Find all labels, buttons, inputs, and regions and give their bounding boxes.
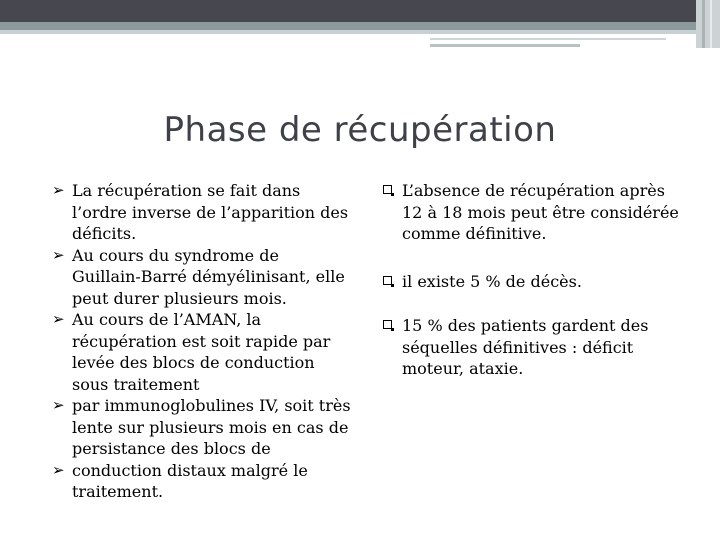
left-bullet-1 <box>52 180 352 245</box>
left-bullet-text: La récupération se fait dans l’ordre inverse de l’apparition des déficits. <box>72 181 349 243</box>
top-bar <box>0 0 720 22</box>
right-bullet-3 <box>382 315 682 380</box>
right-bullet-1 <box>382 180 682 245</box>
left-bullet-5 <box>52 460 352 503</box>
right-bullet-list <box>382 180 682 380</box>
square-bullet-icon <box>383 276 392 285</box>
decorative-line-short <box>430 44 580 47</box>
arrowhead-bullet-icon: ➢ <box>52 310 65 328</box>
left-bullet-text: conduction distaux malgré le traitement. <box>72 460 308 501</box>
square-bullet-icon <box>383 320 392 329</box>
left-bullet-text: par immunoglobulines IV, soit très lente sur plusieurs mois en cas de persistance des blocs de <box>72 396 351 458</box>
arrowhead-bullet-icon: ➢ <box>52 460 65 479</box>
right-bullet-2 <box>382 271 682 293</box>
left-column <box>52 180 352 503</box>
arrowhead-bullet-icon: ➢ <box>52 245 65 264</box>
left-bullet-list <box>52 180 352 503</box>
right-bullet-text: 15 % des patients gardent des séquelles définitives : déficit moteur, ataxie. <box>402 316 649 378</box>
left-bullet-2 <box>52 245 352 310</box>
right-bullet-text: il existe 5 % de décès. <box>402 271 582 291</box>
decorative-line <box>430 38 666 40</box>
right-column <box>382 180 682 406</box>
square-bullet-icon <box>383 185 392 194</box>
top-bar-right-line <box>702 0 705 48</box>
accent-strip <box>0 22 696 30</box>
top-bar-right-line-light <box>710 0 712 48</box>
accent-strip-light <box>0 30 696 34</box>
arrowhead-bullet-icon: ➢ <box>52 396 65 414</box>
slide-title: Phase de récupération <box>163 110 557 150</box>
right-bullet-text: L’absence de récupération après 12 à 18 mois peut être considérée comme définitive. <box>402 181 679 243</box>
left-bullet-text: Au cours du syndrome de Guillain-Barré démyélinisant, elle peut durer plusieurs mois. <box>72 245 345 308</box>
left-bullet-4 <box>52 395 352 460</box>
left-bullet-text: Au cours de l’AMAN, la récupération est soit rapide par levée des blocs de conduction sous traitement <box>72 310 331 394</box>
left-bullet-3 <box>52 309 352 395</box>
arrowhead-bullet-icon: ➢ <box>52 181 65 199</box>
top-bar-right-block <box>696 0 720 48</box>
